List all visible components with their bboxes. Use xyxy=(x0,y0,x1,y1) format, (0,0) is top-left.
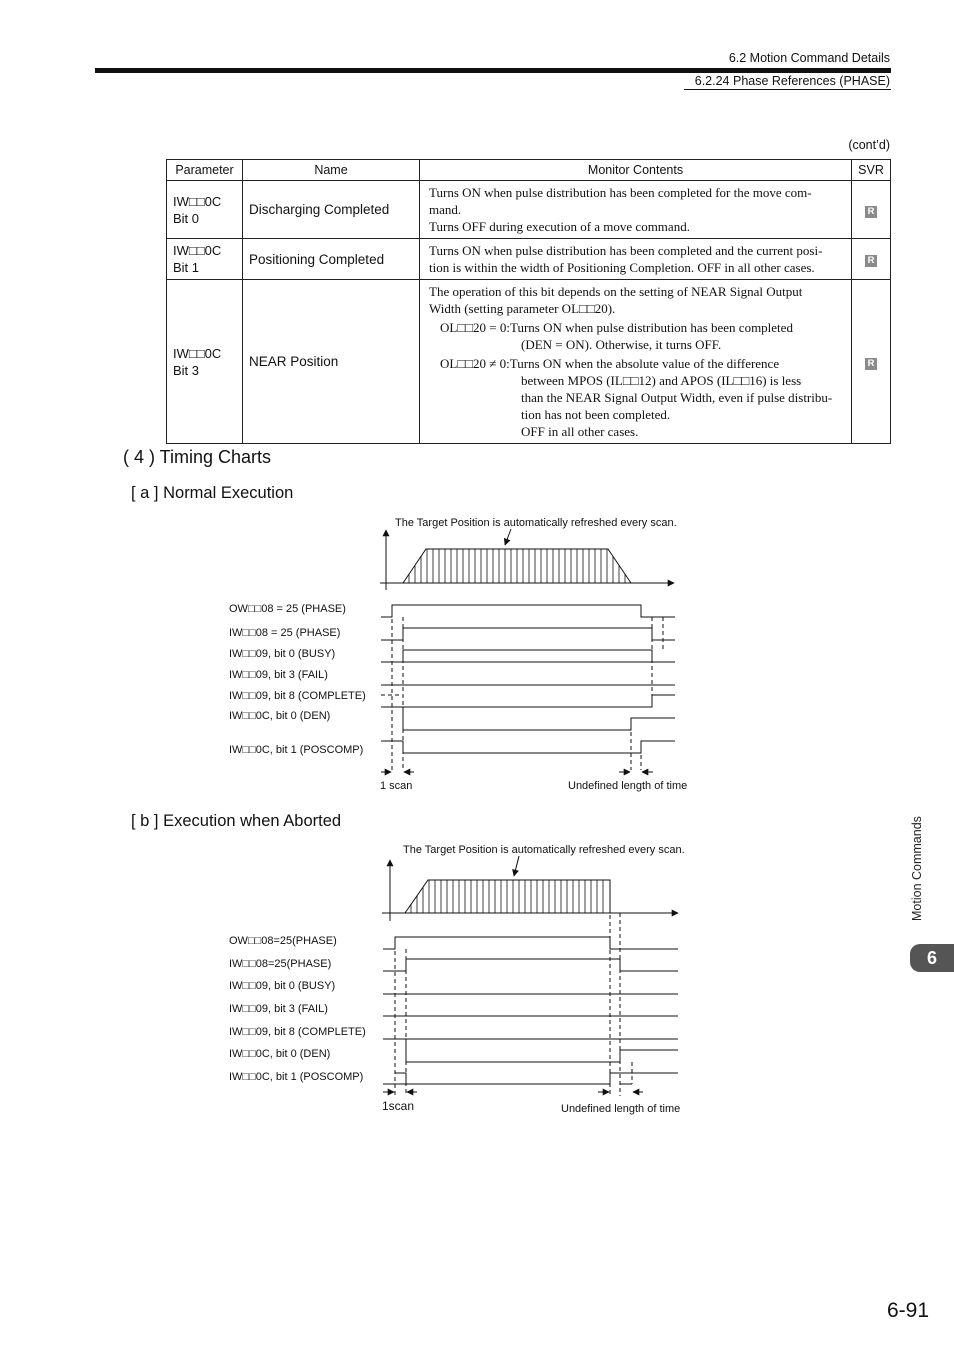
col-parameter: Parameter xyxy=(167,160,243,181)
chart-a-signal-labels xyxy=(229,603,366,756)
svr-r-icon: R xyxy=(865,255,877,267)
chart-b-note: The Target Position is automatically refreshed every scan. xyxy=(403,844,685,856)
chart-a-waveforms xyxy=(381,605,675,753)
chart-a-note: The Target Position is automatically refreshed every scan. xyxy=(395,517,677,529)
aborted-execution-heading: [ b ] Execution when Aborted xyxy=(131,812,342,830)
monitor-line: Turns ON when pulse distribution has been completed xyxy=(509,320,793,335)
col-monitor: Monitor Contents xyxy=(420,160,852,181)
signal-label: OW□□08 = 25 (PHASE) xyxy=(229,603,346,615)
param-bit: Bit 1 xyxy=(173,260,200,275)
chart-b-signal-labels xyxy=(229,935,366,1083)
monitor-line: (DEN = ON). Otherwise, it turns OFF. xyxy=(521,337,722,352)
timing-chart-normal xyxy=(229,517,687,792)
wave-iw-phase xyxy=(383,959,678,971)
svr-r-icon: R xyxy=(865,206,877,218)
sidebar-chapter-label: Motion Commands xyxy=(910,816,924,921)
monitor-line: between MPOS (IL□□12) and APOS (IL□□16) is less xyxy=(521,373,802,388)
signal-label: IW□□0C, bit 0 (DEN) xyxy=(229,1048,331,1060)
chart-b-undef-label: Undefined length of time xyxy=(561,1103,681,1115)
monitor-line: OFF in all other cases. xyxy=(521,424,639,439)
param-register: IW□□0C xyxy=(173,193,222,209)
chart-a-note-pointer xyxy=(505,529,511,545)
case-label: OL□□20 ≠ 0: xyxy=(440,356,510,371)
signal-label: IW□□08 = 25 (PHASE) xyxy=(229,627,341,639)
param-bit: Bit 0 xyxy=(173,210,200,226)
chart-b-scan-label: 1scan xyxy=(382,1099,415,1113)
chart-a-hatch xyxy=(409,549,625,583)
wave-poscomp-a xyxy=(383,1073,678,1084)
wave-ow-phase xyxy=(381,605,675,617)
header-section: 6.2 Motion Command Details xyxy=(728,51,890,65)
chapter-tab: 6 xyxy=(910,944,954,972)
case-label: OL□□20 = 0: xyxy=(440,320,510,335)
wave-complete xyxy=(381,695,675,707)
signal-label: IW□□09, bit 8 (COMPLETE) xyxy=(229,1026,366,1038)
signal-label: IW□□0C, bit 1 (POSCOMP) xyxy=(229,1071,364,1083)
wave-ow-phase xyxy=(383,937,678,949)
normal-execution-heading: [ a ] Normal Execution xyxy=(131,484,294,502)
monitor-line: Turns ON when the absolute value of the difference xyxy=(509,356,780,371)
signal-label: IW□□08=25(PHASE) xyxy=(229,958,332,970)
chart-a-guides xyxy=(381,605,663,770)
name-cell: Discharging Completed xyxy=(243,181,420,239)
chart-b-waveforms xyxy=(383,937,678,1084)
chart-a-undef-label: Undefined length of time xyxy=(568,780,688,792)
wave-busy xyxy=(381,650,675,662)
chart-b-guides xyxy=(395,880,632,1096)
svr-r-icon: R xyxy=(865,358,877,370)
chart-b-note-pointer xyxy=(514,856,519,876)
chart-b-hatch xyxy=(411,880,603,913)
param-register: IW□□0C xyxy=(173,243,222,258)
page-number: 6-91 xyxy=(886,1299,929,1322)
monitor-line: Turns ON when pulse distribution has been completed and the current posi- xyxy=(429,243,823,258)
monitor-line: than the NEAR Signal Output Width, even if pulse distribu- xyxy=(521,390,833,405)
signal-label: OW□□08=25(PHASE) xyxy=(229,935,337,947)
param-bit: Bit 3 xyxy=(173,362,200,378)
signal-label: IW□□0C, bit 1 (POSCOMP) xyxy=(229,744,364,756)
timing-chart-aborted xyxy=(229,844,685,1115)
wave-den xyxy=(383,1039,678,1062)
chart-a-scan-label: 1 scan xyxy=(380,780,413,792)
timing-charts-heading: ( 4 ) Timing Charts xyxy=(123,447,272,467)
name-cell: NEAR Position xyxy=(243,280,420,444)
param-register: IW□□0C xyxy=(173,345,222,361)
contd-note: (cont’d) xyxy=(848,138,890,152)
wave-poscomp-b xyxy=(395,1073,406,1084)
signal-label: IW□□09, bit 0 (BUSY) xyxy=(229,648,336,660)
signal-label: IW□□09, bit 0 (BUSY) xyxy=(229,980,336,992)
signal-label: IW□□09, bit 8 (COMPLETE) xyxy=(229,690,366,702)
name-cell: Positioning Completed xyxy=(243,239,420,280)
signal-label: IW□□0C, bit 0 (DEN) xyxy=(229,710,331,722)
wave-iw-phase xyxy=(381,628,675,640)
monitor-line: Turns OFF during execution of a move command. xyxy=(429,219,690,234)
signal-label: IW□□09, bit 3 (FAIL) xyxy=(229,669,328,681)
signal-label: IW□□09, bit 3 (FAIL) xyxy=(229,1003,328,1015)
monitor-line: Turns ON when pulse distribution has been completed for the move com- xyxy=(429,185,812,200)
col-name: Name xyxy=(243,160,420,181)
monitor-line: mand. xyxy=(429,202,462,217)
monitor-line: Width (setting parameter OL□□20). xyxy=(429,301,616,316)
monitor-line: tion is within the width of Positioning Completion. OFF in all other cases. xyxy=(429,260,815,275)
header-subsection: 6.2.24 Phase References (PHASE) xyxy=(694,74,890,88)
col-svr: SVR xyxy=(852,160,891,181)
monitor-line: tion has not been completed. xyxy=(521,407,671,422)
monitor-line: The operation of this bit depends on the setting of NEAR Signal Output xyxy=(429,284,803,299)
